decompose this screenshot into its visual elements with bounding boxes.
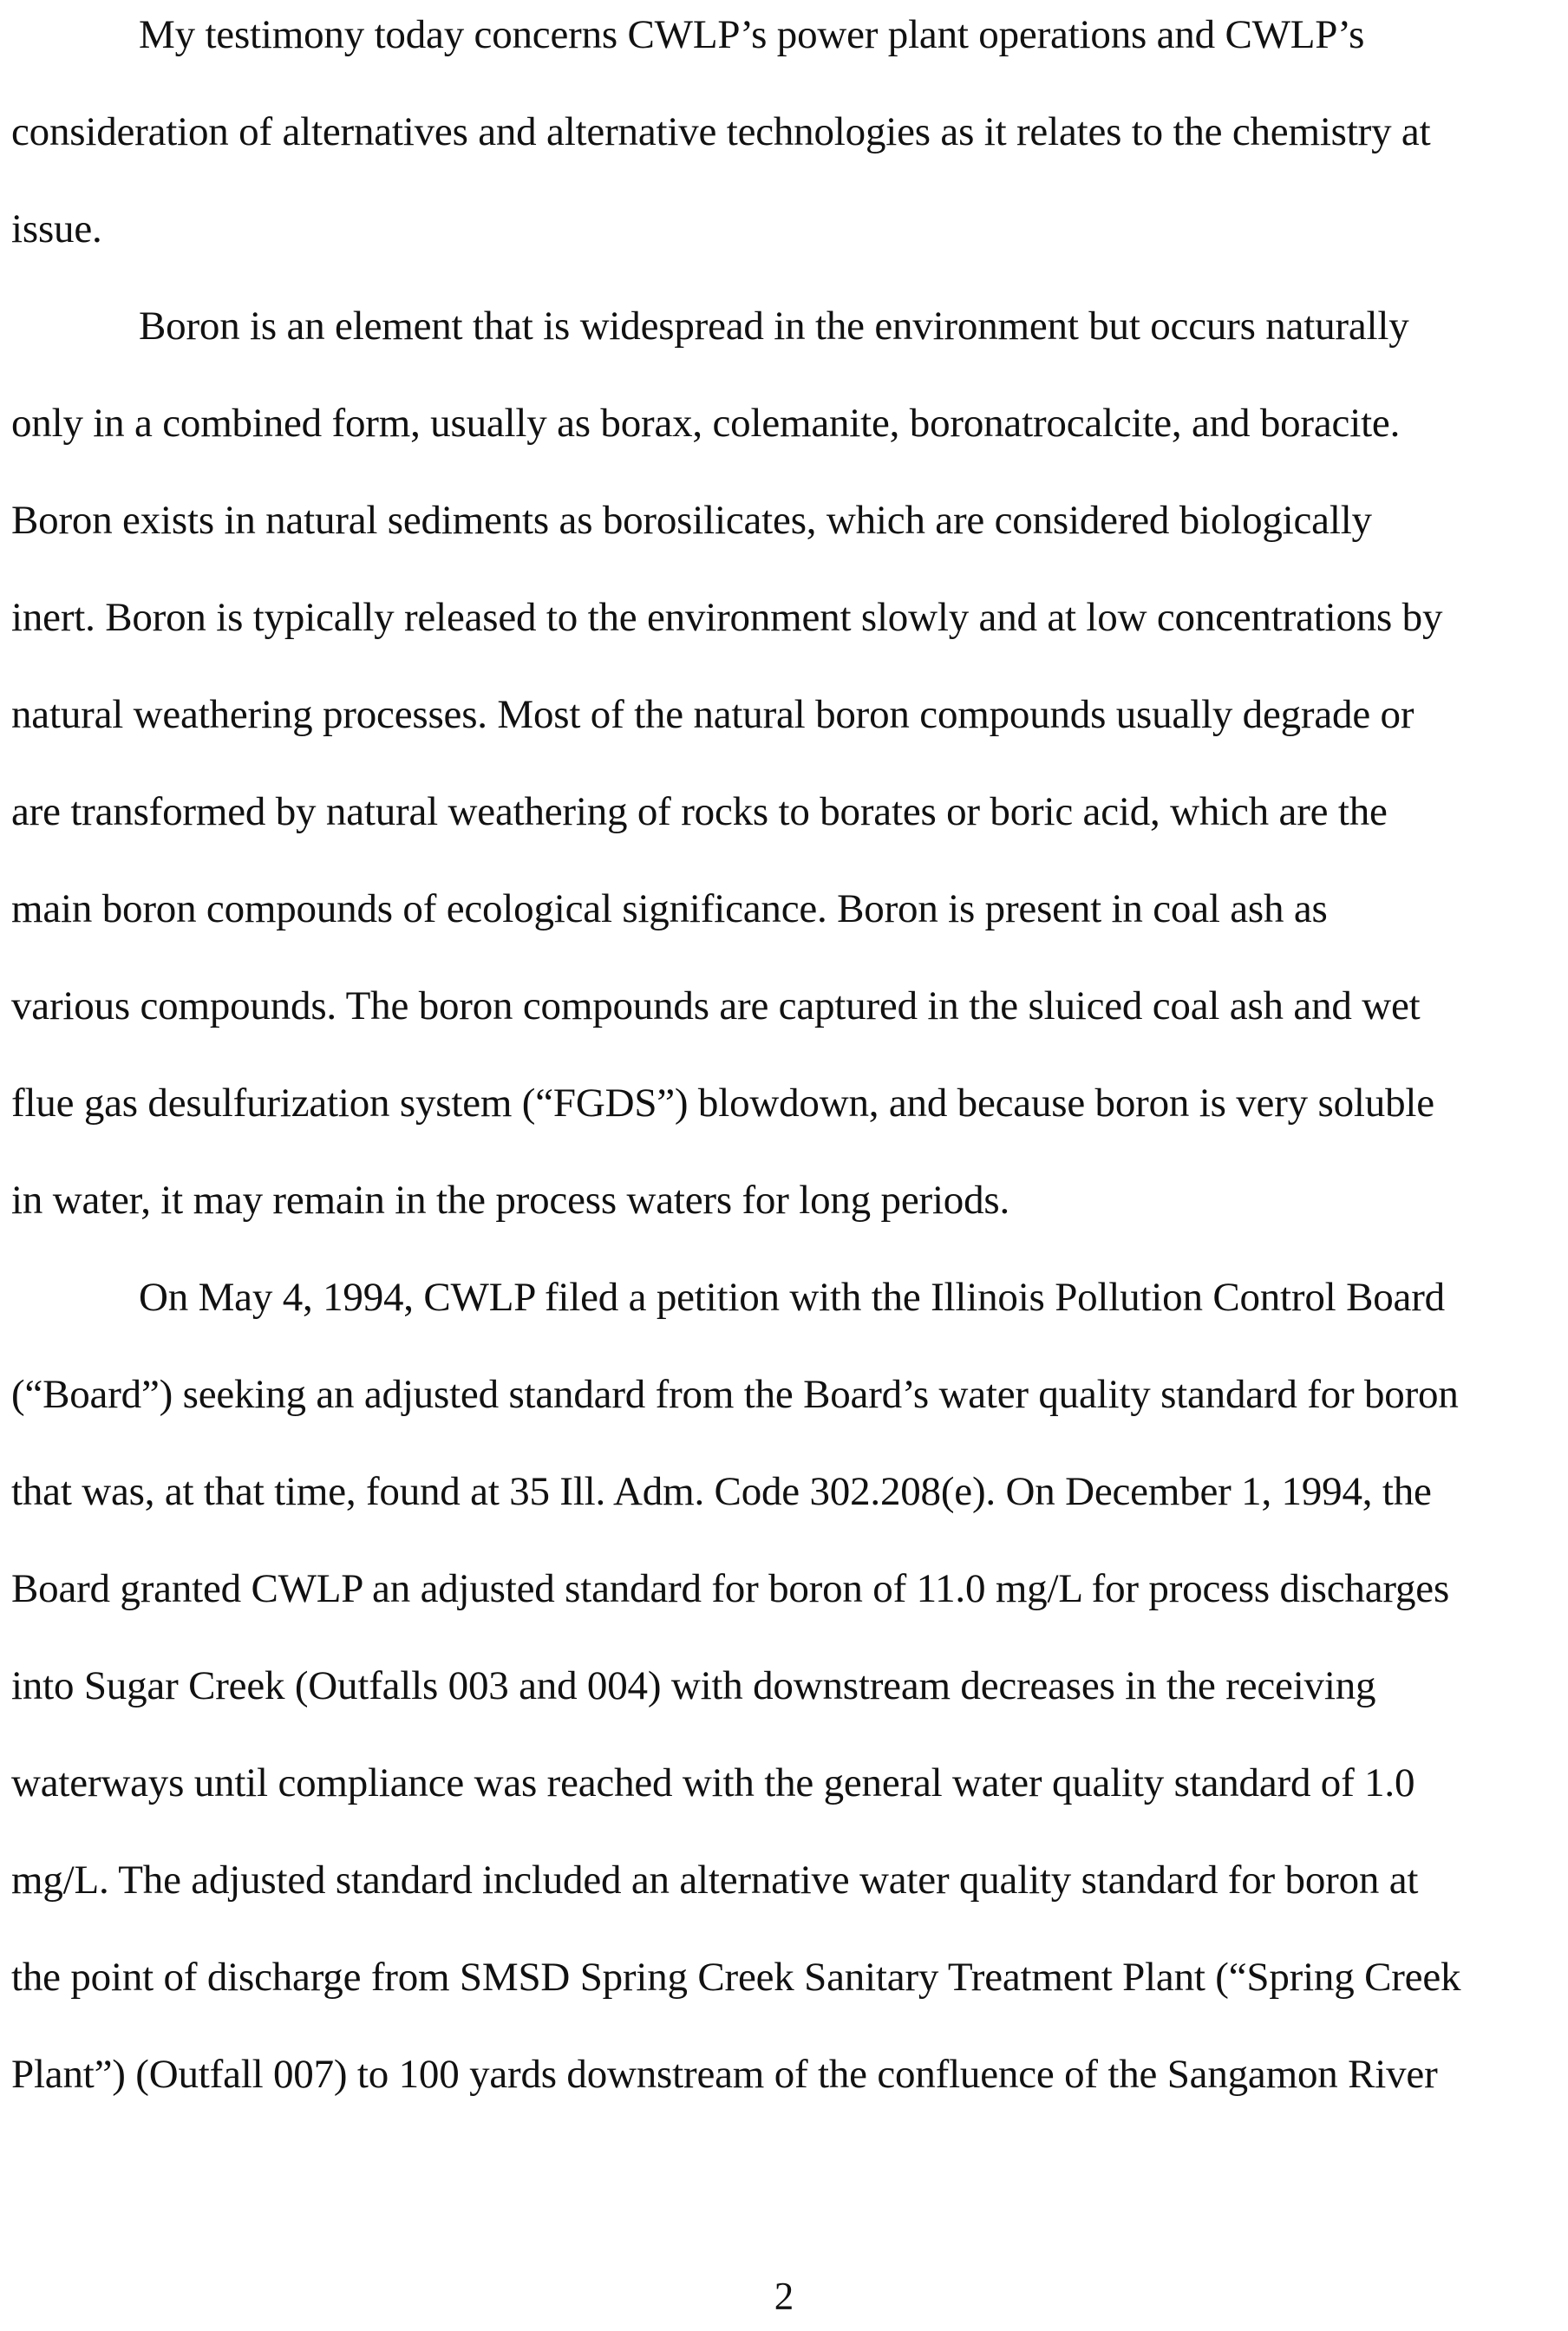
page-number: 2 [774,2275,794,2318]
text-line: mg/L. The adjusted standard included an alternative water quality standard for boron at [11,1858,1419,1903]
text-line: consideration of alternatives and alternative technologies as it relates to the chemistry at [11,109,1431,154]
text-line: Board granted CWLP an adjusted standard for boron of 11.0 mg/L for process discharges [11,1566,1450,1611]
text-line: inert. Boron is typically released to the environment slowly and at low concentrations by [11,595,1443,640]
text-line: flue gas desulfurization system (“FGDS”) blowdown, and because boron is very soluble [11,1081,1434,1126]
text-line: into Sugar Creek (Outfalls 003 and 004) with downstream decreases in the receiving [11,1663,1376,1708]
text-line: are transformed by natural weathering of rocks to borates or boric acid, which are the [11,789,1388,834]
text-line: in water, it may remain in the process waters for long periods. [11,1178,1010,1223]
text-line: Boron exists in natural sediments as borosilicates, which are considered biologically [11,498,1372,543]
text-line: main boron compounds of ecological significance. Boron is present in coal ash as [11,886,1328,931]
text-line: issue. [11,206,102,251]
text-line: Boron is an element that is widespread in the environment but occurs naturally [139,304,1409,349]
text-line: On May 4, 1994, CWLP filed a petition with the Illinois Pollution Control Board [139,1275,1445,1320]
text-line: My testimony today concerns CWLP’s power plant operations and CWLP’s [139,12,1365,57]
text-line: the point of discharge from SMSD Spring Creek Sanitary Treatment Plant (“Spring Creek [11,1955,1461,2000]
text-line: Plant”) (Outfall 007) to 100 yards downstream of the confluence of the Sangamon River [11,2052,1438,2097]
text-line: that was, at that time, found at 35 Ill. Adm. Code 302.208(e). On December 1, 1994, the [11,1469,1432,1514]
text-line: various compounds. The boron compounds are captured in the sluiced coal ash and wet [11,983,1421,1028]
text-line: only in a combined form, usually as borax, colemanite, boronatrocalcite, and boracite. [11,401,1401,446]
text-line: natural weathering processes. Most of the natural boron compounds usually degrade or [11,692,1414,737]
text-line: (“Board”) seeking an adjusted standard from the Board’s water quality standard for boron [11,1372,1459,1417]
text-line: waterways until compliance was reached with the general water quality standard of 1.0 [11,1760,1415,1805]
